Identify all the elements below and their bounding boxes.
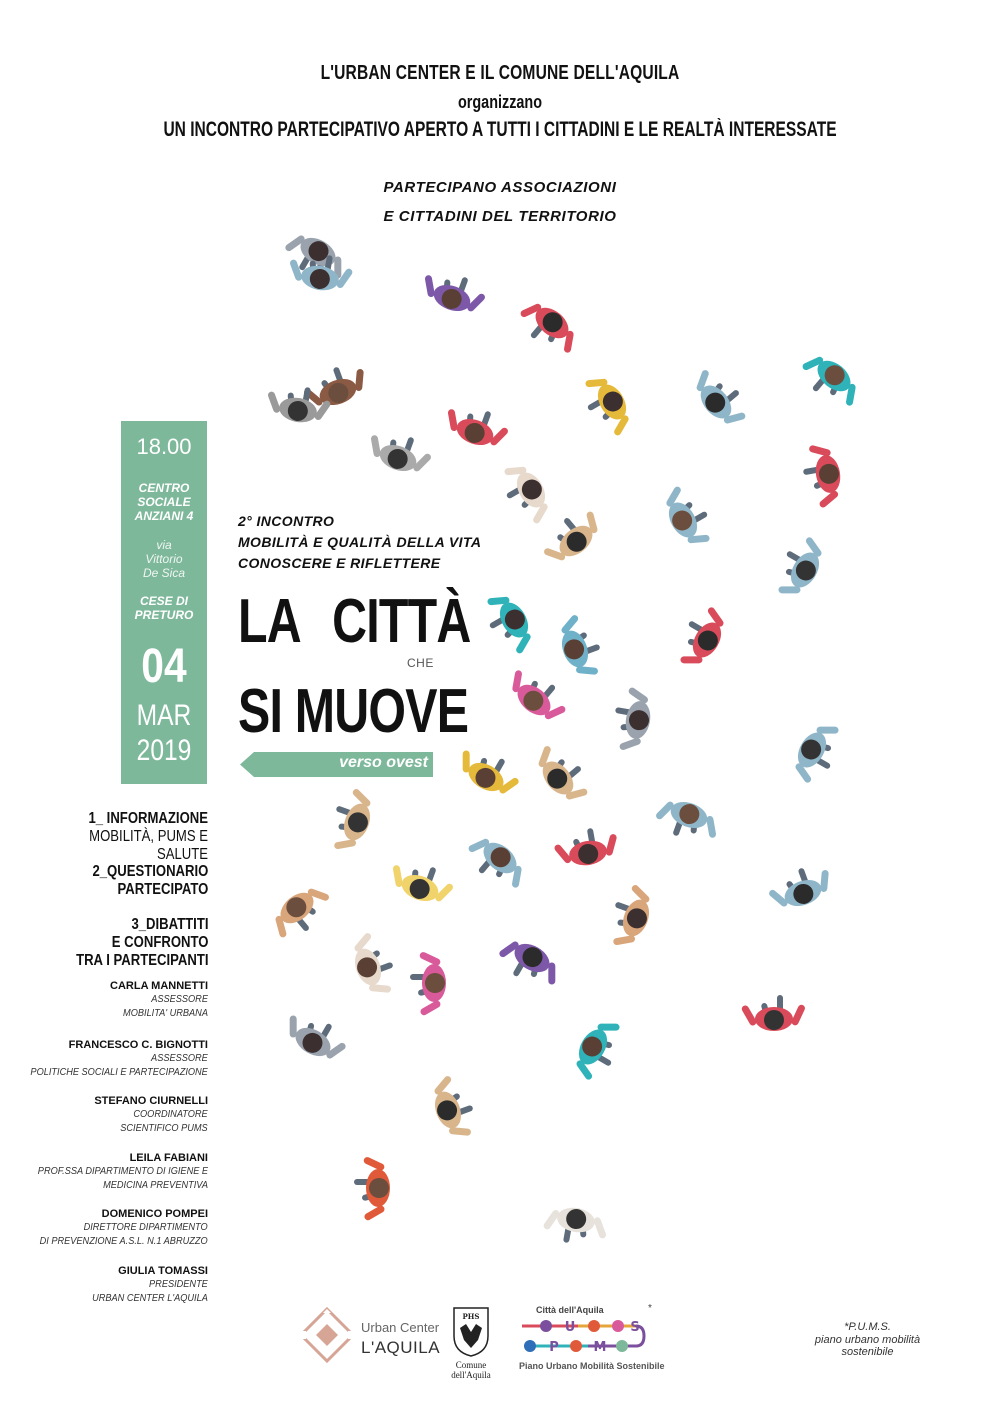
- walker-figure: [685, 361, 755, 434]
- participants-line-1: PARTECIPANO ASSOCIAZIONI: [383, 179, 617, 196]
- walker-figure: [451, 739, 526, 803]
- walker-figure: [763, 859, 837, 915]
- walker-figure: [551, 824, 622, 871]
- walker-figure: [354, 1156, 390, 1222]
- walker-figure: [609, 684, 656, 755]
- title-connector: CHE: [407, 656, 434, 670]
- walker-figure: [323, 784, 379, 858]
- program-item-1: 1_ INFORMAZIONE MOBILITÀ, PUMS E SALUTE: [88, 810, 208, 863]
- program-item-2: 2_QUESTIONARIO PARTECIPATO: [92, 863, 208, 898]
- program-item-3: 3_DIBATTITI E CONFRONTO TRA I PARTECIPANTI: [75, 916, 208, 969]
- walker-figure: [794, 346, 867, 416]
- meeting-info: [238, 511, 481, 574]
- walker-figure: [669, 600, 733, 675]
- walker-figure: [492, 932, 567, 996]
- walker-figure: [767, 530, 831, 605]
- meeting-topic: MOBILITÀ E QUALITÀ DELLA VITA: [238, 534, 482, 550]
- event-time: 18.00: [136, 434, 192, 459]
- venue-locality: CESE DI PRETURO: [134, 594, 194, 622]
- title-line-1: LA CITTÀ: [238, 587, 471, 656]
- pums-caption: Piano Urbano Mobilità Sostenibile: [519, 1361, 665, 1371]
- walker-figure: [362, 424, 436, 480]
- urban-center-logo-icon: [298, 1306, 356, 1364]
- walker-figure: [278, 1004, 353, 1068]
- walker-figure: [527, 737, 597, 810]
- speaker-entry: FRANCESCO C. BIGNOTTI ASSESSORE POLITICHE SOCIALI E PARTECIPAZIONE: [30, 1039, 208, 1078]
- walker-figure: [602, 880, 658, 954]
- event-month: MAR: [136, 699, 192, 732]
- svg-text:M: M: [593, 1340, 607, 1355]
- pums-footnote-marker: *: [648, 1303, 652, 1314]
- walker-figure: [345, 927, 401, 1001]
- walker-figure: [567, 1012, 631, 1087]
- date-place-box: [121, 421, 207, 784]
- walker-figure: [799, 440, 846, 511]
- speaker-entry: CARLA MANNETTI ASSESSORE MOBILITA' URBANA: [110, 980, 208, 1019]
- venue-name: CENTRO SOCIALE ANZIANI 4: [134, 481, 194, 523]
- walker-figure: [512, 293, 585, 363]
- walker-figure: [384, 854, 458, 910]
- comune-label: Comune dell'Aquila: [451, 1360, 491, 1380]
- svg-text:S: S: [630, 1320, 640, 1335]
- venue-street: via Vittorio De Sica: [142, 538, 186, 580]
- walker-figure: [741, 995, 807, 1031]
- walker-figure: [786, 715, 850, 790]
- footnote-line-2: piano urbano mobilità: [814, 1334, 921, 1346]
- meeting-number: 2° INCONTRO: [238, 513, 335, 529]
- walker-figure: [410, 951, 446, 1017]
- pums-city: Città dell'Aquila: [536, 1305, 604, 1315]
- comune-crest-icon: [452, 1306, 490, 1358]
- walker-figure: [552, 609, 608, 683]
- organizer-line: L'URBAN CENTER E IL COMUNE DELL'AQUILA: [320, 62, 680, 84]
- pums-logo-icon: [518, 1316, 646, 1360]
- organize-verb: organizzano: [457, 92, 542, 112]
- svg-text:P: P: [549, 1340, 559, 1355]
- walker-figure: [416, 264, 490, 320]
- speaker-entry: DOMENICO POMPEI DIRETTORE DIPARTIMENTO DI PREVENZIONE A.S.L. N.1 ABRUZZO: [39, 1208, 208, 1247]
- walker-figure: [263, 381, 334, 428]
- meeting-subtitle: CONOSCERE E RIFLETTERE: [238, 555, 441, 571]
- walker-figure: [477, 586, 541, 661]
- urban-center-city: L'AQUILA: [361, 1338, 441, 1357]
- walker-figure: [575, 368, 639, 443]
- speaker-entry: LEILA FABIANI PROF.SSA DIPARTIMENTO DI IGIENE E MEDICINA PREVENTIVA: [37, 1152, 208, 1191]
- svg-text:PHS: PHS: [462, 1312, 480, 1321]
- event-year: 2019: [136, 734, 192, 767]
- urban-center-label: Urban Center: [361, 1320, 440, 1335]
- walker-figure: [494, 456, 558, 531]
- footnote-line-3: sostenibile: [841, 1346, 894, 1358]
- walker-figure: [540, 1203, 611, 1250]
- walker-figure: [651, 793, 725, 849]
- event-day: 04: [141, 640, 187, 693]
- direction-label: verso ovest: [339, 754, 428, 771]
- walker-figure: [439, 398, 513, 454]
- participants-line-2: E CITTADINI DEL TERRITORIO: [383, 208, 617, 225]
- title-line-2: SI MUOVE: [238, 677, 469, 746]
- walker-figure: [425, 1070, 481, 1144]
- event-headline: UN INCONTRO PARTECIPATIVO APERTO A TUTTI I CITTADINI E LE REALTÀ INTERESSATE: [163, 118, 837, 141]
- walker-figure: [265, 877, 338, 947]
- walker-figure: [460, 828, 533, 898]
- walker-figure: [656, 479, 720, 554]
- walker-figure: [501, 660, 574, 730]
- speaker-entry: GIULIA TOMASSI PRESIDENTE URBAN CENTER L'AQUILA: [92, 1265, 208, 1304]
- speaker-entry: STEFANO CIURNELLI COORDINATORE SCIENTIFICO PUMS: [94, 1095, 208, 1134]
- svg-text:U: U: [564, 1320, 576, 1335]
- footnote-acronym: *P.U.M.S.: [844, 1321, 891, 1333]
- walker-figure: [535, 502, 608, 572]
